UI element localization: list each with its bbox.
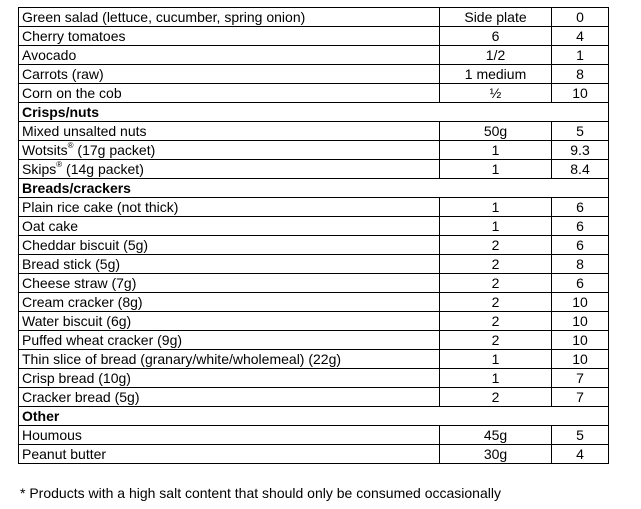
value-cell: 8 xyxy=(552,255,609,274)
food-name: Wotsits xyxy=(22,142,68,158)
section-header-row xyxy=(19,179,609,198)
table-row xyxy=(19,293,609,312)
food-name-cell: Plain rice cake (not thick) xyxy=(19,198,440,217)
value-cell: 6 xyxy=(552,217,609,236)
table-row xyxy=(19,388,609,407)
value-cell: 10 xyxy=(552,312,609,331)
section-title: Other xyxy=(19,407,609,426)
portion-cell: 30g xyxy=(440,445,552,464)
portion-cell: 45g xyxy=(440,426,552,445)
value-cell: 10 xyxy=(552,293,609,312)
table-row xyxy=(19,350,609,369)
portion-cell: 2 xyxy=(440,331,552,350)
food-name-cell: Puffed wheat cracker (9g) xyxy=(19,331,440,350)
food-name-cell: Corn on the cob xyxy=(19,84,440,103)
food-name-cell: Thin slice of bread (granary/white/wholemeal) (22g) xyxy=(19,350,440,369)
table-row xyxy=(19,445,609,464)
food-name-cell: Green salad (lettuce, cucumber, spring onion) xyxy=(19,8,440,27)
table-row xyxy=(19,331,609,350)
table-row xyxy=(19,236,609,255)
food-name-cell: Cream cracker (8g) xyxy=(19,293,440,312)
portion-cell: Side plate xyxy=(440,8,552,27)
table-row xyxy=(19,122,609,141)
table-row xyxy=(19,27,609,46)
portion-cell: 2 xyxy=(440,236,552,255)
registered-mark: ® xyxy=(67,141,74,151)
portion-cell: 1 medium xyxy=(440,65,552,84)
section-title: Breads/crackers xyxy=(19,179,609,198)
food-name-cell: Carrots (raw) xyxy=(19,65,440,84)
food-name-cell: Cheese straw (7g) xyxy=(19,274,440,293)
value-cell: 7 xyxy=(552,388,609,407)
portion-cell: 2 xyxy=(440,312,552,331)
value-cell: 10 xyxy=(552,331,609,350)
registered-mark: ® xyxy=(56,160,63,170)
table-row xyxy=(19,160,609,179)
table-row xyxy=(19,84,609,103)
table-row xyxy=(19,274,609,293)
portion-cell: 1 xyxy=(440,369,552,388)
portion-cell: 2 xyxy=(440,255,552,274)
table-row xyxy=(19,198,609,217)
portion-cell: 1 xyxy=(440,350,552,369)
table-row xyxy=(19,312,609,331)
food-table-body xyxy=(19,8,609,464)
food-name-cell xyxy=(19,141,440,160)
table-row xyxy=(19,255,609,274)
table-row xyxy=(19,46,609,65)
value-cell: 8 xyxy=(552,65,609,84)
portion-cell: 1 xyxy=(440,217,552,236)
footnote: * Products with a high salt content that should only be consumed occasionally xyxy=(20,485,501,501)
table-row xyxy=(19,65,609,84)
value-cell: 7 xyxy=(552,369,609,388)
food-name-cell xyxy=(19,160,440,179)
value-cell: 10 xyxy=(552,84,609,103)
portion-cell: 1 xyxy=(440,141,552,160)
portion-cell: 6 xyxy=(440,27,552,46)
food-name-suffix: (14g packet) xyxy=(62,161,144,177)
food-name-cell: Mixed unsalted nuts xyxy=(19,122,440,141)
food-name-cell: Cheddar biscuit (5g) xyxy=(19,236,440,255)
value-cell: 5 xyxy=(552,122,609,141)
portion-cell: 2 xyxy=(440,388,552,407)
table-row xyxy=(19,369,609,388)
portion-cell: 2 xyxy=(440,274,552,293)
value-cell: 0 xyxy=(552,8,609,27)
value-cell: 6 xyxy=(552,198,609,217)
value-cell: 1 xyxy=(552,46,609,65)
portion-cell: 2 xyxy=(440,293,552,312)
value-cell: 6 xyxy=(552,274,609,293)
food-name-cell: Avocado xyxy=(19,46,440,65)
food-name-cell: Oat cake xyxy=(19,217,440,236)
section-header-row xyxy=(19,103,609,122)
table-row xyxy=(19,217,609,236)
food-table xyxy=(18,7,609,464)
value-cell: 10 xyxy=(552,350,609,369)
food-name-cell: Houmous xyxy=(19,426,440,445)
food-name: Skips xyxy=(22,161,57,177)
value-cell: 8.4 xyxy=(552,160,609,179)
table-row xyxy=(19,141,609,160)
food-name-cell: Peanut butter xyxy=(19,445,440,464)
section-header-row xyxy=(19,407,609,426)
value-cell: 4 xyxy=(552,27,609,46)
portion-cell: 1 xyxy=(440,198,552,217)
portion-cell: 50g xyxy=(440,122,552,141)
food-name-cell: Water biscuit (6g) xyxy=(19,312,440,331)
food-name-cell: Bread stick (5g) xyxy=(19,255,440,274)
value-cell: 9.3 xyxy=(552,141,609,160)
table-row xyxy=(19,8,609,27)
table-row xyxy=(19,426,609,445)
portion-cell: ½ xyxy=(440,84,552,103)
portion-cell: 1 xyxy=(440,160,552,179)
portion-cell: 1/2 xyxy=(440,46,552,65)
food-name-suffix: (17g packet) xyxy=(73,142,156,158)
value-cell: 5 xyxy=(552,426,609,445)
food-name-cell: Cherry tomatoes xyxy=(19,27,440,46)
section-title: Crisps/nuts xyxy=(19,103,609,122)
value-cell: 4 xyxy=(552,445,609,464)
food-name-cell: Cracker bread (5g) xyxy=(19,388,440,407)
food-name-cell: Crisp bread (10g) xyxy=(19,369,440,388)
value-cell: 6 xyxy=(552,236,609,255)
